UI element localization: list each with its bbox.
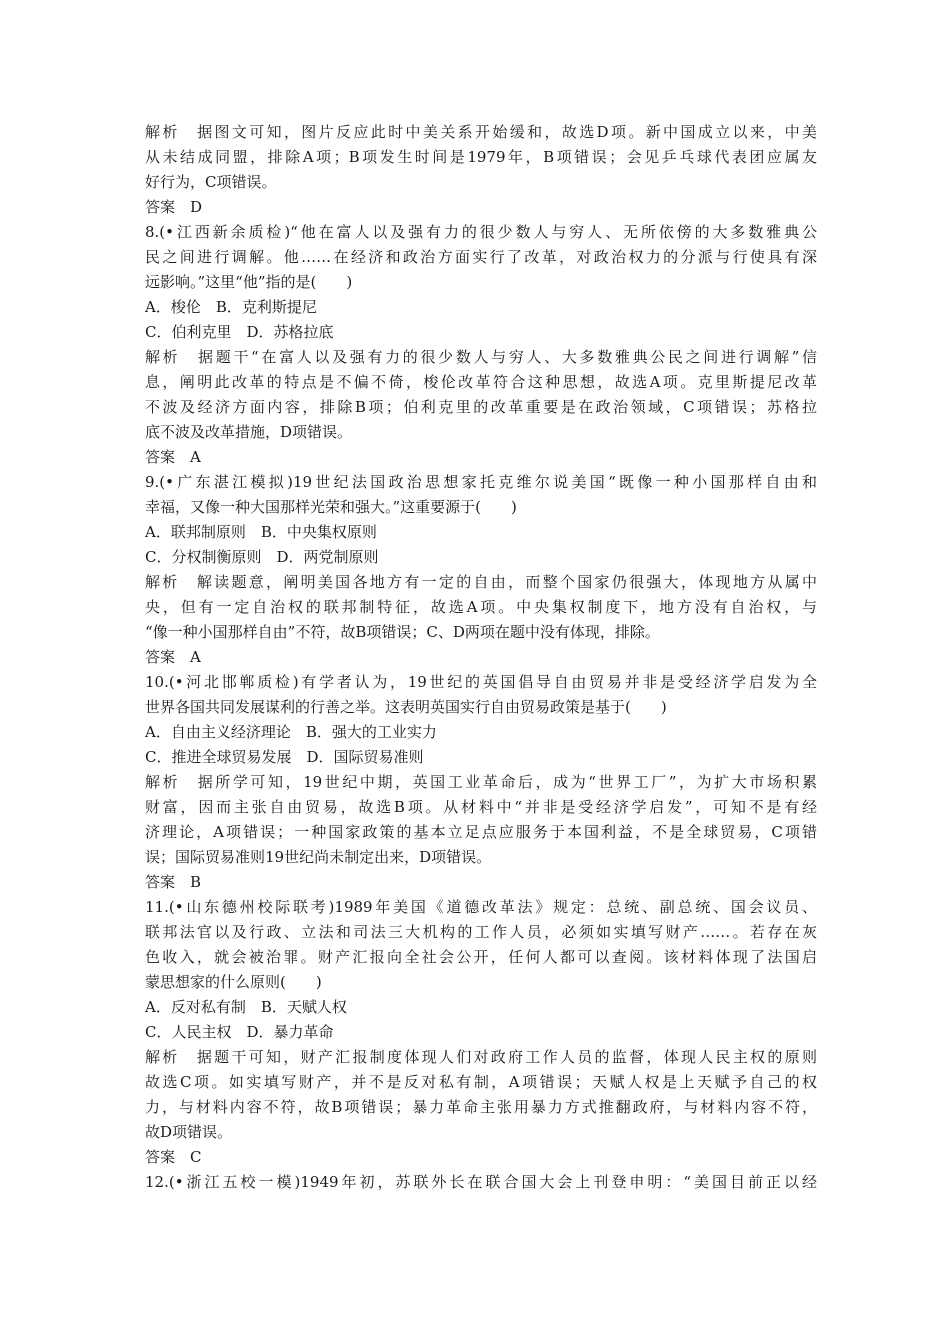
text-line: “像一种小国那样自由”不符，故B项错误；C、D两项在题中没有体现，排除。 xyxy=(145,623,660,641)
text-line: 财富，因而主张自由贸易，故选B项。从材料中“并非是受经济学启发”，可知不是有经 xyxy=(145,798,817,816)
text-line: 解析 解读题意，阐明美国各地方有一定的自由，而整个国家仍很强大，体现地方从属中 xyxy=(145,573,817,591)
text-line: 8.(•江西新余质检)“他在富人以及强有力的很少数人与穷人、无所依傍的大多数雅典公 xyxy=(145,223,817,241)
text-line: 幸福，又像一种大国那样光荣和强大。”这重要源于( ) xyxy=(145,498,517,516)
text-line: 好行为，C项错误。 xyxy=(145,173,277,191)
text-line: 不波及经济方面内容，排除B项；伯利克里的改革重要是在政治领域，C项错误；苏格拉 xyxy=(145,398,817,416)
text-line: A．反对私有制 B．天赋人权 xyxy=(145,998,347,1016)
text-line: C．分权制衡原则 D．两党制原则 xyxy=(145,548,379,566)
text-line: 10.(•河北邯郸质检)有学者认为，19世纪的英国倡导自由贸易并非是受经济学启发为全 xyxy=(145,673,817,691)
text-line: 蒙思想家的什么原则( ) xyxy=(145,973,322,991)
text-line: 底不波及改革措施，D项错误。 xyxy=(145,423,353,441)
text-line: 央，但有一定自治权的联邦制特征，故选A项。中央集权制度下，地方没有自治权，与 xyxy=(145,598,817,616)
text-line: 故D项错误。 xyxy=(145,1123,233,1141)
text-line: A．联邦制原则 B．中央集权原则 xyxy=(145,523,377,541)
text-line: 答案 D xyxy=(145,198,203,216)
text-line: 故选C项。如实填写财产，并不是反对私有制，A项错误；天赋人权是上天赋予自己的权 xyxy=(145,1073,817,1091)
text-line: 联邦法官以及行政、立法和司法三大机构的工作人员，必须如实填写财产……。若存在灰 xyxy=(145,923,817,941)
text-line: 民之间进行调解。他……在经济和政治方面实行了改革，对政治权力的分派与行使具有深 xyxy=(145,248,817,266)
text-line: 答案 B xyxy=(145,873,202,891)
text-line: 答案 A xyxy=(145,448,201,466)
text-line: 答案 C xyxy=(145,1148,202,1166)
text-line: 色收入，就会被治罪。财产汇报向全社会公开，任何人都可以查阅。该材料体现了法国启 xyxy=(145,948,817,966)
text-line: C．人民主权 D．暴力革命 xyxy=(145,1023,334,1041)
text-line: A．自由主义经济理论 B．强大的工业实力 xyxy=(145,723,437,741)
text-line: 世界各国共同发展谋利的行善之举。这表明英国实行自由贸易政策是基于( ) xyxy=(145,698,667,716)
text-line: 答案 A xyxy=(145,648,201,666)
text-line: A．梭伦 B．克利斯提尼 xyxy=(145,298,317,316)
document-body xyxy=(145,120,817,1195)
text-line: C．伯利克里 D．苏格拉底 xyxy=(145,323,334,341)
text-line: 息，阐明此改革的特点是不偏不倚，梭伦改革符合这种思想，故选A项。克里斯提尼改革 xyxy=(145,373,817,391)
text-line: 力，与材料内容不符，故B项错误；暴力革命主张用暴力方式推翻政府，与材料内容不符， xyxy=(145,1098,817,1116)
text-line: 解析 据题干可知，财产汇报制度体现人们对政府工作人员的监督，体现人民主权的原则 xyxy=(145,1048,817,1066)
text-line: 远影响。”这里“他”指的是( ) xyxy=(145,273,353,291)
text-line: 解析 据题干“在富人以及强有力的很少数人与穷人、大多数雅典公民之间进行调解”信 xyxy=(145,348,817,366)
text-line: 解析 据图文可知，图片反应此时中美关系开始缓和，故选D项。新中国成立以来，中美 xyxy=(145,123,817,141)
text-line: 9.(•广东湛江模拟)19世纪法国政治思想家托克维尔说美国“既像一种小国那样自由和 xyxy=(145,473,817,491)
text-line: 11.(•山东德州校际联考)1989年美国《道德改革法》规定：总统、副总统、国会议员、 xyxy=(145,898,817,916)
text-line: 解析 据所学可知，19世纪中期，英国工业革命后，成为“世界工厂”，为扩大市场积累 xyxy=(145,773,817,791)
text-line: 误；国际贸易准则19世纪尚未制定出来，D项错误。 xyxy=(145,848,492,866)
text-line: 济理论，A项错误；一种国家政策的基本立足点应服务于本国利益，不是全球贸易，C项错 xyxy=(145,823,817,841)
text-line: 从未结成同盟，排除A项；B项发生时间是1979年，B项错误；会见乒乓球代表团应属友 xyxy=(145,148,817,166)
text-line: 12.(•浙江五校一模)1949年初，苏联外长在联合国大会上刊登申明：“美国目前正以经 xyxy=(145,1173,817,1191)
text-line: C．推进全球贸易发展 D．国际贸易准则 xyxy=(145,748,424,766)
